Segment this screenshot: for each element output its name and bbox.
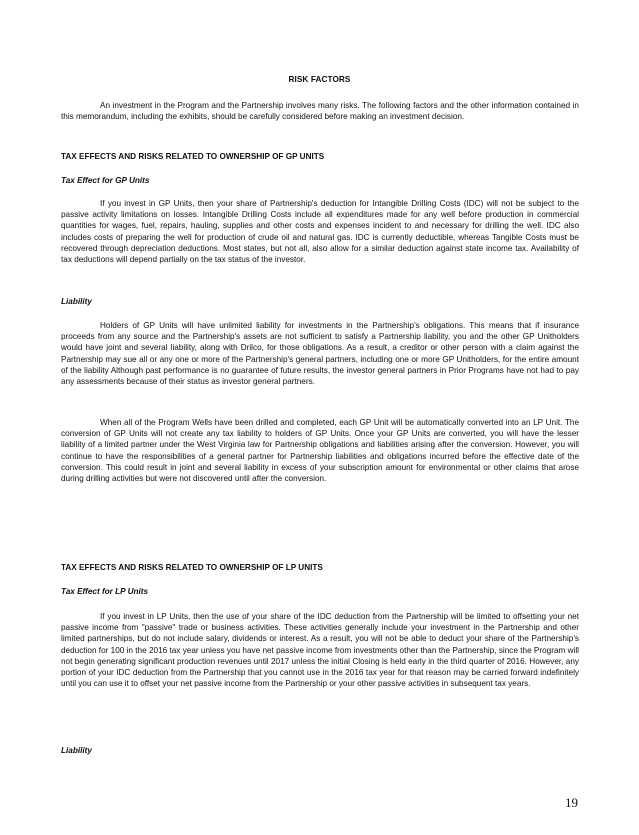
- gp-tax-effect-paragraph: [61, 198, 579, 265]
- intro-text: An investment in the Program and the Partnership involves many risks. The following factors and the other information contained in this memorandum, including the exhibits, should be carefully considered before making an investment decision.: [61, 101, 579, 122]
- gp-liability-text-1: Holders of GP Units will have unlimited liability for investments in the Partnership's obligations. This means that if insurance proceeds from any source and the Partnership's assets are not sufficient to satisfy a Partnership liability, you and the other GP Unitholders would have joint and several liability, along with Drilco, for those obligations. As a result, a creditor or other person with a claim against the Partnership may sue all or any one or more of the Partnership's general partners, including one or more GP Unitholders, for the entire amount of the liability Although past performance is no guarantee of future results, the investor general partners in Prior Programs have not had to pay any assessments because of their status as investor general partners.: [61, 321, 579, 387]
- gp-section-heading: TAX EFFECTS AND RISKS RELATED TO OWNERSHIP OF GP UNITS: [61, 152, 325, 161]
- gp-liability-paragraph-2: [61, 417, 579, 484]
- lp-section-heading: TAX EFFECTS AND RISKS RELATED TO OWNERSHIP OF LP UNITS: [61, 563, 323, 572]
- lp-liability-title: Liability: [61, 746, 92, 755]
- page-title: RISK FACTORS: [288, 75, 351, 84]
- intro-paragraph: [61, 100, 579, 122]
- lp-tax-effect-paragraph: [61, 611, 579, 689]
- page-number: 19: [565, 795, 578, 810]
- gp-liability-title: Liability: [61, 297, 92, 306]
- lp-tax-effect-text: If you invest in LP Units, then the use of your share of the IDC deduction from the Partnership will be limited to offsetting your net passive income from "passive" trade or business activities. These activities generally include your investment in the Partnership and other limited partnerships, but do not include salary, dividends or interest. As a result, you will not be able to deduct your share of the Partnership's deduction for 100 in the 2016 tax year unless you have net passive income from investments other than the Partnership, since the Program will not begin generating significant production revenues until 2017 unless the initial Closing is held early in the third quarter of 2016. However, any portion of your IDC deduction from the Partnership that you cannot use in the 2016 tax year for that reason may be carried forward indefinitely until you can use it to offset your net passive income from the Partnership or your other passive activities in subsequent tax years.: [61, 612, 579, 689]
- gp-liability-paragraph-1: [61, 320, 579, 387]
- lp-tax-effect-title: Tax Effect for LP Units: [61, 587, 149, 596]
- gp-liability-text-2: When all of the Program Wells have been drilled and completed, each GP Unit will be automatically converted into an LP Unit. The conversion of GP Units will not create any tax liability to holders of GP Units. Once your GP Units are converted, you will have the lesser liability of a limited partner under the West Virginia law for Partnership obligations and liabilities arising after the conversion. However, you will continue to have the responsibilities of a general partner for Partnership liabilities and obligations incurred before the effective date of the conversion. This could result in joint and several liability in excess of your subscription amount for environmental or other claims that arose during drilling activities but were not discovered until after the conversion.: [61, 418, 579, 484]
- gp-tax-effect-title: Tax Effect for GP Units: [61, 176, 150, 185]
- gp-tax-effect-text: If you invest in GP Units, then your share of Partnership's deduction for Intangible Drilling Costs (IDC) will not be subject to the passive activity limitations on losses. Intangible Drilling Costs include all expenditures made for any well before production in commercial quantities for wages, fuel, repairs, hauling, supplies and other costs and expenses incident to and necessary for drilling the well. IDC also includes costs of preparing the well for production of crude oil and natural gas. IDC is currently deductible, whereas Tangible Costs must be recovered through depreciation deductions. Most states, but not all, also allow for a similar deduction against state income tax. Availability of tax deductions will depend partially on the tax status of the investor.: [61, 199, 579, 265]
